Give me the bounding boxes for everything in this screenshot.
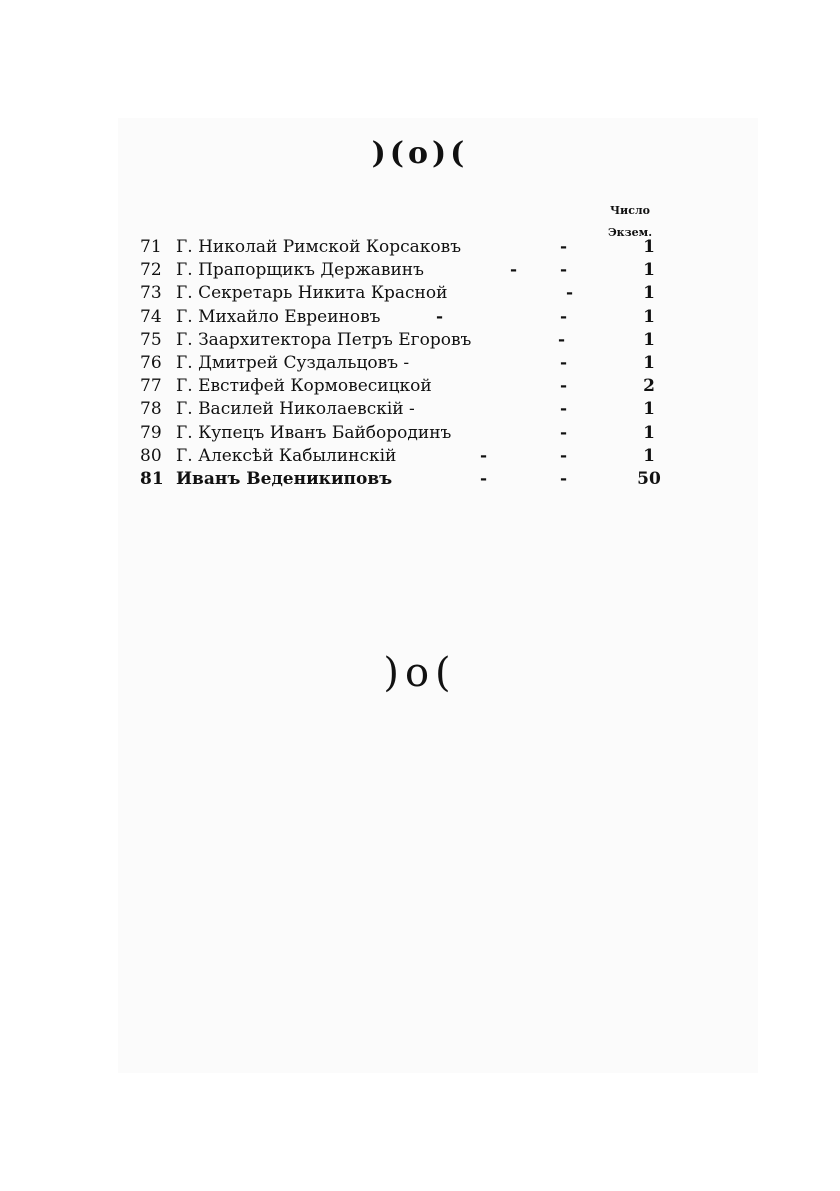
entry-dash: -: [560, 399, 568, 420]
entry-quantity: 1: [643, 329, 655, 350]
entry-dash: -: [558, 329, 566, 350]
entry-dash: -: [560, 306, 568, 327]
header-ornament: )(o)(: [371, 136, 469, 171]
entry-quantity: 1: [643, 352, 655, 373]
column-header-line1: Число: [610, 204, 650, 217]
entry-dash: -: [560, 376, 568, 397]
entry-name: Иванъ Веденикиповъ: [176, 468, 393, 489]
list-item: [140, 445, 680, 468]
entry-name: Г. Михайло Евреиновъ: [176, 306, 381, 327]
list-item: [140, 236, 680, 259]
entry-dash: -: [510, 260, 518, 281]
footer-ornament: )o(: [383, 650, 457, 696]
entry-number: 72: [140, 260, 162, 281]
list-item: [140, 422, 680, 445]
list-item: [140, 329, 680, 352]
entry-dash: -: [560, 260, 568, 281]
entry-dash: -: [560, 445, 568, 466]
entry-name: Г. Дмитрей Суздальцовъ -: [176, 352, 410, 373]
entry-number: 78: [140, 399, 162, 420]
entry-name: Г. Прапорщикъ Державинъ: [176, 260, 424, 281]
entry-name: Г. Заархитектора Петръ Егоровъ: [176, 329, 472, 350]
entry-dash: -: [566, 283, 574, 304]
entry-name: Г. Алексѣй Кабылинскій: [176, 445, 397, 466]
entry-dash: -: [480, 468, 488, 489]
subscriber-list: [140, 236, 680, 491]
entry-dash: -: [480, 445, 488, 466]
list-item: [140, 352, 680, 375]
list-item: [140, 306, 680, 329]
entry-number: 77: [140, 376, 162, 397]
entry-dash: -: [560, 468, 568, 489]
list-item: [140, 468, 680, 491]
entry-name: Г. Купецъ Иванъ Байбородинъ: [176, 422, 452, 443]
column-header-line2: Экзем.: [607, 226, 653, 239]
entry-number: 73: [140, 283, 162, 304]
entry-number: 75: [140, 329, 162, 350]
entry-quantity: 50: [637, 468, 661, 489]
list-item: [140, 259, 680, 282]
entry-number: 74: [140, 306, 162, 327]
entry-quantity: 1: [643, 399, 655, 420]
entry-quantity: 1: [643, 283, 655, 304]
entry-quantity: 1: [643, 306, 655, 327]
entry-dash: -: [560, 422, 568, 443]
entry-number: 80: [140, 445, 162, 466]
entry-quantity: 1: [643, 422, 655, 443]
entry-name: Г. Василей Николаевскій -: [176, 399, 415, 420]
entry-quantity: 1: [643, 237, 655, 257]
entry-name: Г. Евстифей Кормовесицкой: [176, 376, 432, 397]
list-item: [140, 282, 680, 305]
entry-name: Г. Секретарь Никита Красной: [176, 283, 448, 304]
list-item: [140, 398, 680, 421]
entry-dash: -: [560, 237, 568, 257]
list-item: [140, 375, 680, 398]
entry-number: 76: [140, 352, 162, 373]
entry-dash: -: [560, 352, 568, 373]
entry-quantity: 1: [643, 260, 655, 281]
entry-quantity: 1: [643, 445, 655, 466]
entry-number: 81: [140, 468, 164, 489]
entry-name: Г. Николай Римской Корсаковъ: [176, 237, 462, 257]
entry-quantity: 2: [643, 376, 655, 397]
entry-number: 79: [140, 422, 162, 443]
entry-number: 71: [140, 237, 162, 257]
entry-dash: -: [436, 306, 444, 327]
